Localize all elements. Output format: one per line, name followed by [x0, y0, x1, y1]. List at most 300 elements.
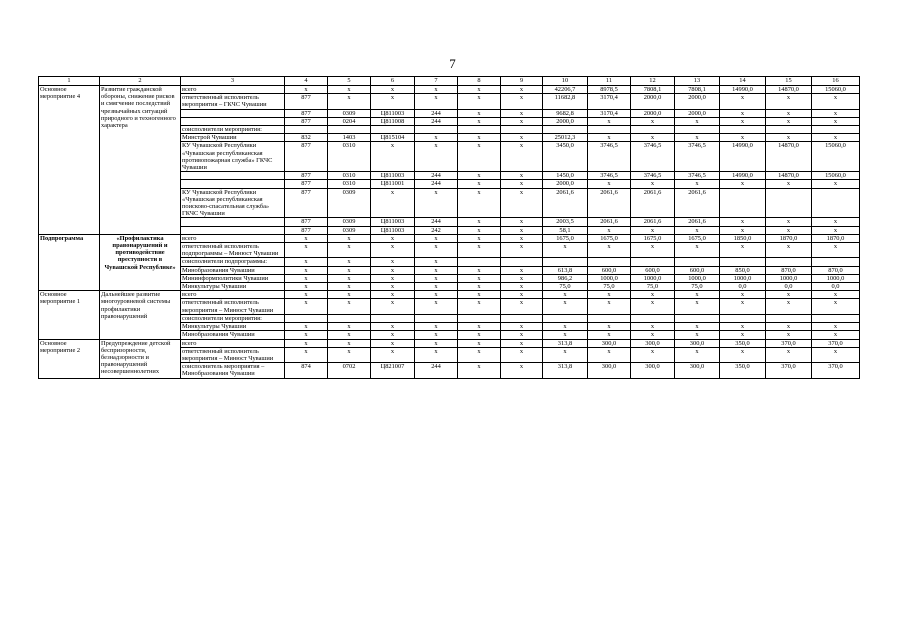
value-cell: x: [675, 117, 720, 125]
value-cell: 3170,4: [588, 109, 631, 117]
value-cell: 350,0: [720, 339, 766, 347]
value-cell: x: [766, 180, 812, 188]
value-cell: x: [501, 188, 543, 218]
column-number: 2: [100, 77, 181, 86]
value-cell: x: [675, 347, 720, 362]
value-cell: 1000,0: [631, 274, 675, 282]
section-type: Основное мероприятие 2: [39, 339, 100, 378]
value-cell: x: [631, 180, 675, 188]
value-cell: x: [328, 299, 371, 314]
value-cell: x: [675, 243, 720, 258]
value-cell: 1870,0: [766, 234, 812, 242]
value-cell: [766, 314, 812, 322]
value-cell: 1870,0: [812, 234, 860, 242]
value-cell: x: [458, 299, 501, 314]
value-cell: 244: [415, 218, 458, 226]
value-cell: [458, 314, 501, 322]
section-title: Развитие гражданской обороны, снижение рисков и смягчение последствий чрезвычайных ситуаций природного и техногенного характера: [100, 86, 181, 235]
value-cell: [812, 314, 860, 322]
value-cell: x: [675, 226, 720, 234]
value-cell: 242: [415, 226, 458, 234]
value-cell: x: [588, 323, 631, 331]
value-cell: x: [458, 266, 501, 274]
row-label: [181, 109, 285, 117]
value-cell: x: [415, 94, 458, 109]
value-cell: x: [766, 243, 812, 258]
value-cell: 370,0: [766, 363, 812, 378]
value-cell: 14990,0: [720, 142, 766, 172]
value-cell: 877: [285, 172, 328, 180]
value-cell: x: [720, 299, 766, 314]
value-cell: x: [285, 266, 328, 274]
value-cell: x: [588, 226, 631, 234]
value-cell: x: [328, 291, 371, 299]
value-cell: [588, 258, 631, 266]
value-cell: 300,0: [631, 363, 675, 378]
row-label: ответственный исполнитель мероприятия – Минюст Чувашии: [181, 347, 285, 362]
value-cell: x: [458, 134, 501, 142]
value-cell: Ц811003: [371, 226, 415, 234]
value-cell: Ц821007: [371, 363, 415, 378]
value-cell: x: [371, 339, 415, 347]
value-cell: Ц811003: [371, 172, 415, 180]
value-cell: x: [501, 234, 543, 242]
value-cell: x: [371, 94, 415, 109]
value-cell: 244: [415, 180, 458, 188]
value-cell: x: [501, 243, 543, 258]
value-cell: 2000,0: [675, 109, 720, 117]
value-cell: x: [501, 339, 543, 347]
value-cell: x: [812, 243, 860, 258]
value-cell: x: [766, 299, 812, 314]
value-cell: x: [285, 323, 328, 331]
value-cell: 14990,0: [720, 86, 766, 94]
value-cell: x: [371, 291, 415, 299]
value-cell: x: [458, 339, 501, 347]
value-cell: x: [720, 94, 766, 109]
value-cell: [458, 126, 501, 134]
value-cell: x: [501, 94, 543, 109]
value-cell: x: [371, 266, 415, 274]
value-cell: x: [501, 331, 543, 339]
value-cell: x: [812, 323, 860, 331]
value-cell: 877: [285, 188, 328, 218]
value-cell: x: [415, 142, 458, 172]
value-cell: 42206,7: [543, 86, 588, 94]
row-label: ответственный исполнитель мероприятия – Минюст Чувашии: [181, 299, 285, 314]
value-cell: 1450,0: [543, 172, 588, 180]
value-cell: x: [631, 291, 675, 299]
table-row: [39, 339, 860, 347]
value-cell: 3170,4: [588, 94, 631, 109]
value-cell: 600,0: [588, 266, 631, 274]
value-cell: x: [415, 86, 458, 94]
row-label: Минобразования Чувашии: [181, 266, 285, 274]
value-cell: [812, 188, 860, 218]
value-cell: Ц811008: [371, 117, 415, 125]
value-cell: x: [285, 274, 328, 282]
value-cell: x: [766, 323, 812, 331]
value-cell: x: [415, 339, 458, 347]
column-number: 13: [675, 77, 720, 86]
value-cell: 613,8: [543, 266, 588, 274]
value-cell: 877: [285, 117, 328, 125]
section-type: Основное мероприятие 4: [39, 86, 100, 235]
value-cell: x: [415, 234, 458, 242]
row-label: ответственный исполнитель мероприятия – ГКЧС Чувашии: [181, 94, 285, 109]
value-cell: [766, 258, 812, 266]
value-cell: 870,0: [766, 266, 812, 274]
value-cell: x: [415, 134, 458, 142]
row-label: соисполнитель мероприятия – Минобразования Чувашии: [181, 363, 285, 378]
value-cell: x: [371, 234, 415, 242]
value-cell: x: [812, 117, 860, 125]
value-cell: x: [458, 331, 501, 339]
value-cell: x: [631, 226, 675, 234]
row-label: всего: [181, 339, 285, 347]
value-cell: [543, 258, 588, 266]
value-cell: x: [501, 134, 543, 142]
value-cell: 1675,0: [675, 234, 720, 242]
value-cell: x: [501, 363, 543, 378]
value-cell: Ц815104: [371, 134, 415, 142]
value-cell: 2003,5: [543, 218, 588, 226]
section-title: «Профилактика правонарушений и противодействие преступности в Чувашской Республике»: [100, 234, 181, 290]
column-number: 5: [328, 77, 371, 86]
value-cell: 0309: [328, 188, 371, 218]
value-cell: Ц811001: [371, 180, 415, 188]
value-cell: x: [720, 226, 766, 234]
value-cell: 14870,0: [766, 172, 812, 180]
value-cell: [415, 314, 458, 322]
value-cell: x: [631, 347, 675, 362]
value-cell: [720, 188, 766, 218]
value-cell: x: [415, 258, 458, 266]
value-cell: x: [631, 331, 675, 339]
budget-table: [38, 76, 860, 379]
column-number: 11: [588, 77, 631, 86]
value-cell: x: [415, 188, 458, 218]
value-cell: x: [588, 134, 631, 142]
value-cell: x: [371, 347, 415, 362]
value-cell: [328, 314, 371, 322]
value-cell: x: [501, 347, 543, 362]
value-cell: 14990,0: [720, 172, 766, 180]
section-title: Дальнейшее развитие многоуровневой системы профилактики правонарушений: [100, 291, 181, 339]
value-cell: [675, 258, 720, 266]
value-cell: 3746,5: [675, 172, 720, 180]
value-cell: 7808,1: [631, 86, 675, 94]
value-cell: 244: [415, 363, 458, 378]
row-label: КУ Чувашской Республики «Чувашская республиканская противопожарная служба» ГКЧС Чувашии: [181, 142, 285, 172]
value-cell: x: [720, 180, 766, 188]
value-cell: x: [588, 291, 631, 299]
value-cell: x: [371, 188, 415, 218]
value-cell: 2061,6: [588, 188, 631, 218]
value-cell: x: [766, 109, 812, 117]
column-number: 12: [631, 77, 675, 86]
value-cell: 9682,8: [543, 109, 588, 117]
value-cell: [371, 126, 415, 134]
value-cell: 600,0: [675, 266, 720, 274]
value-cell: 8978,5: [588, 86, 631, 94]
column-number: 6: [371, 77, 415, 86]
column-number: 9: [501, 77, 543, 86]
value-cell: Ц811003: [371, 109, 415, 117]
value-cell: x: [812, 180, 860, 188]
value-cell: x: [328, 234, 371, 242]
value-cell: 244: [415, 172, 458, 180]
value-cell: x: [720, 117, 766, 125]
value-cell: x: [675, 299, 720, 314]
value-cell: x: [812, 347, 860, 362]
value-cell: 2000,0: [543, 180, 588, 188]
value-cell: x: [458, 291, 501, 299]
value-cell: x: [812, 109, 860, 117]
value-cell: 3746,5: [631, 142, 675, 172]
value-cell: x: [371, 331, 415, 339]
value-cell: x: [458, 347, 501, 362]
value-cell: [720, 126, 766, 134]
value-cell: [720, 258, 766, 266]
value-cell: x: [285, 86, 328, 94]
column-number: 10: [543, 77, 588, 86]
value-cell: x: [458, 363, 501, 378]
row-label: Минкультуры Чувашии: [181, 323, 285, 331]
value-cell: x: [501, 218, 543, 226]
value-cell: x: [543, 331, 588, 339]
value-cell: 11682,8: [543, 94, 588, 109]
value-cell: 15060,0: [812, 86, 860, 94]
section-title: Предупреждение детской беспризорности, безнадзорности и правонарушений несовершеннолетних: [100, 339, 181, 378]
row-label: всего: [181, 86, 285, 94]
value-cell: x: [328, 347, 371, 362]
value-cell: x: [766, 347, 812, 362]
row-label: [181, 180, 285, 188]
value-cell: 877: [285, 226, 328, 234]
value-cell: x: [458, 142, 501, 172]
value-cell: 877: [285, 109, 328, 117]
value-cell: [415, 126, 458, 134]
value-cell: x: [328, 94, 371, 109]
value-cell: x: [766, 218, 812, 226]
column-number: 14: [720, 77, 766, 86]
row-label: ответственный исполнитель подпрограммы – Минюст Чувашии: [181, 243, 285, 258]
value-cell: 1000,0: [675, 274, 720, 282]
value-cell: x: [766, 331, 812, 339]
column-number: 16: [812, 77, 860, 86]
value-cell: x: [458, 226, 501, 234]
value-cell: x: [631, 323, 675, 331]
value-cell: 2000,0: [631, 109, 675, 117]
table-row: [39, 291, 860, 299]
value-cell: 0310: [328, 172, 371, 180]
value-cell: [501, 314, 543, 322]
value-cell: x: [415, 291, 458, 299]
value-cell: 0310: [328, 180, 371, 188]
value-cell: x: [285, 331, 328, 339]
value-cell: x: [415, 299, 458, 314]
value-cell: x: [588, 243, 631, 258]
value-cell: x: [631, 243, 675, 258]
value-cell: 300,0: [631, 339, 675, 347]
value-cell: x: [328, 339, 371, 347]
value-cell: 75,0: [543, 283, 588, 291]
value-cell: x: [675, 331, 720, 339]
value-cell: 3746,5: [631, 172, 675, 180]
value-cell: 0309: [328, 218, 371, 226]
value-cell: x: [812, 331, 860, 339]
value-cell: x: [766, 134, 812, 142]
value-cell: x: [675, 323, 720, 331]
value-cell: 75,0: [631, 283, 675, 291]
value-cell: x: [588, 347, 631, 362]
value-cell: x: [766, 226, 812, 234]
value-cell: 300,0: [675, 339, 720, 347]
value-cell: x: [458, 283, 501, 291]
value-cell: x: [415, 331, 458, 339]
value-cell: [720, 314, 766, 322]
value-cell: 3450,0: [543, 142, 588, 172]
value-cell: x: [501, 172, 543, 180]
value-cell: x: [543, 299, 588, 314]
row-label: Мининформполитики Чувашии: [181, 274, 285, 282]
value-cell: [543, 314, 588, 322]
value-cell: x: [458, 274, 501, 282]
value-cell: 3746,5: [588, 142, 631, 172]
value-cell: x: [328, 86, 371, 94]
value-cell: x: [543, 347, 588, 362]
value-cell: 14870,0: [766, 142, 812, 172]
value-cell: 1403: [328, 134, 371, 142]
value-cell: x: [720, 323, 766, 331]
table-body: [39, 77, 860, 379]
value-cell: 874: [285, 363, 328, 378]
value-cell: x: [458, 234, 501, 242]
value-cell: x: [415, 283, 458, 291]
value-cell: x: [285, 243, 328, 258]
value-cell: 244: [415, 109, 458, 117]
value-cell: x: [285, 283, 328, 291]
value-cell: [631, 314, 675, 322]
value-cell: x: [812, 134, 860, 142]
value-cell: 3746,5: [588, 172, 631, 180]
value-cell: x: [501, 323, 543, 331]
value-cell: x: [285, 258, 328, 266]
value-cell: x: [501, 299, 543, 314]
value-cell: 25012,3: [543, 134, 588, 142]
value-cell: x: [371, 299, 415, 314]
value-cell: [588, 126, 631, 134]
value-cell: x: [285, 347, 328, 362]
value-cell: x: [720, 243, 766, 258]
column-number: 1: [39, 77, 100, 86]
value-cell: 2061,6: [675, 218, 720, 226]
value-cell: 2000,0: [543, 117, 588, 125]
value-cell: x: [415, 274, 458, 282]
value-cell: [458, 258, 501, 266]
column-number: 3: [181, 77, 285, 86]
value-cell: 350,0: [720, 363, 766, 378]
value-cell: [328, 126, 371, 134]
value-cell: x: [458, 188, 501, 218]
value-cell: 300,0: [588, 363, 631, 378]
value-cell: x: [501, 274, 543, 282]
value-cell: 0,0: [812, 283, 860, 291]
value-cell: x: [720, 134, 766, 142]
value-cell: 1000,0: [588, 274, 631, 282]
value-cell: 850,0: [720, 266, 766, 274]
value-cell: x: [458, 243, 501, 258]
value-cell: [766, 188, 812, 218]
column-number: 4: [285, 77, 328, 86]
value-cell: 877: [285, 218, 328, 226]
value-cell: 0,0: [720, 283, 766, 291]
value-cell: x: [458, 86, 501, 94]
table-row: [39, 234, 860, 242]
value-cell: [501, 258, 543, 266]
value-cell: 75,0: [675, 283, 720, 291]
value-cell: x: [501, 86, 543, 94]
value-cell: 877: [285, 180, 328, 188]
value-cell: x: [328, 274, 371, 282]
value-cell: 75,0: [588, 283, 631, 291]
value-cell: [501, 126, 543, 134]
row-label: [181, 226, 285, 234]
value-cell: x: [458, 180, 501, 188]
value-cell: x: [766, 291, 812, 299]
value-cell: 1675,0: [543, 234, 588, 242]
value-cell: [675, 126, 720, 134]
value-cell: x: [720, 109, 766, 117]
value-cell: 877: [285, 94, 328, 109]
value-cell: x: [371, 283, 415, 291]
value-cell: x: [371, 274, 415, 282]
value-cell: 600,0: [631, 266, 675, 274]
row-label: всего: [181, 234, 285, 242]
value-cell: x: [675, 291, 720, 299]
value-cell: 1000,0: [812, 274, 860, 282]
value-cell: 1000,0: [720, 274, 766, 282]
value-cell: 0204: [328, 117, 371, 125]
row-label: [181, 117, 285, 125]
value-cell: [588, 314, 631, 322]
value-cell: x: [543, 243, 588, 258]
value-cell: 1850,0: [720, 234, 766, 242]
value-cell: 14870,0: [766, 86, 812, 94]
value-cell: x: [588, 117, 631, 125]
row-label: [181, 218, 285, 226]
row-label: соисполнители подпрограммы:: [181, 258, 285, 266]
value-cell: x: [328, 243, 371, 258]
value-cell: [812, 126, 860, 134]
value-cell: x: [415, 243, 458, 258]
value-cell: x: [588, 180, 631, 188]
value-cell: 2000,0: [631, 94, 675, 109]
section-type: Подпрограмма: [39, 234, 100, 290]
column-number: 15: [766, 77, 812, 86]
value-cell: x: [458, 172, 501, 180]
value-cell: 313,8: [543, 339, 588, 347]
value-cell: 15060,0: [812, 142, 860, 172]
value-cell: 0310: [328, 142, 371, 172]
table-row: [39, 86, 860, 94]
value-cell: x: [285, 291, 328, 299]
value-cell: x: [501, 226, 543, 234]
value-cell: x: [458, 218, 501, 226]
value-cell: x: [720, 218, 766, 226]
value-cell: x: [371, 243, 415, 258]
